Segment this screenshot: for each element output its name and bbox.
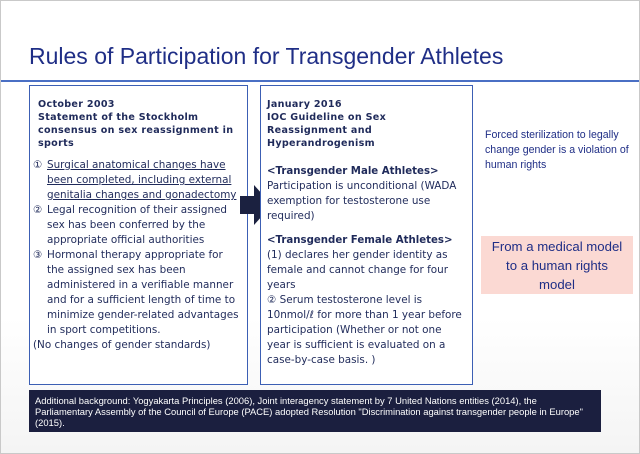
left-box-note: (No changes of gender standards): [33, 339, 211, 351]
slide-title: Rules of Participation for Transgender Athletes: [29, 43, 504, 69]
background-footer: Additional background: Yogyakarta Principles (2006), Joint interagency statement by 7 United Nations entities (2014), the Parliamentary Assembly of the Council of Europe (PACE) adopted Resolution "Discrimination against transgender people in Europe" (2015).: [29, 390, 601, 432]
item-text: Legal recognition of their assigned sex has been conferred by the appropriate official authorities: [47, 204, 228, 246]
left-box-date: October 2003: [38, 99, 115, 110]
highlight-callout: [481, 236, 633, 294]
list-item: [33, 248, 241, 338]
male-athletes-text: Participation is unconditional (WADA exemption for testosterone use required): [267, 180, 457, 222]
ioc-guideline-box: [260, 85, 473, 385]
list-item: [33, 158, 241, 203]
title-divider: [1, 80, 639, 82]
female-criterion-2: ② Serum testosterone level is 10nmol/ℓ for more than 1 year before participation (Whether or not one year is sufficient is evaluated on a case-by-case basis. ): [267, 294, 462, 366]
right-box-heading: IOC Guideline on Sex Reassignment and Hyperandrogenism: [267, 112, 387, 149]
item-number: ②: [33, 204, 43, 216]
highlight-text: From a medical model to a human rights model: [491, 238, 623, 292]
stockholm-consensus-box: [29, 85, 248, 385]
female-athletes-heading: <Transgender Female Athletes>: [267, 235, 453, 246]
item-text: Surgical anatomical changes have been completed, including external genitalia changes and gonadectomy: [47, 159, 237, 201]
left-box-heading: Statement of the Stockholm consensus on sex reassignment in sports: [38, 112, 234, 149]
list-item: [33, 203, 241, 248]
item-number: ③: [33, 249, 43, 261]
item-number: ①: [33, 159, 43, 171]
right-box-date: January 2016: [267, 99, 342, 110]
item-text: Hormonal therapy appropriate for the assigned sex has been administered in a verifiable manner and for a sufficient length of time to minimize gender-related advantages in sport competitions.: [47, 249, 239, 336]
female-criterion-1: (1) declares her gender identity as female and cannot change for four years: [267, 249, 448, 291]
sterilization-note: Forced sterilization to legally change gender is a violation of human rights: [485, 129, 629, 171]
male-athletes-heading: <Transgender Male Athletes>: [267, 166, 439, 177]
left-box-criteria: [33, 158, 241, 353]
